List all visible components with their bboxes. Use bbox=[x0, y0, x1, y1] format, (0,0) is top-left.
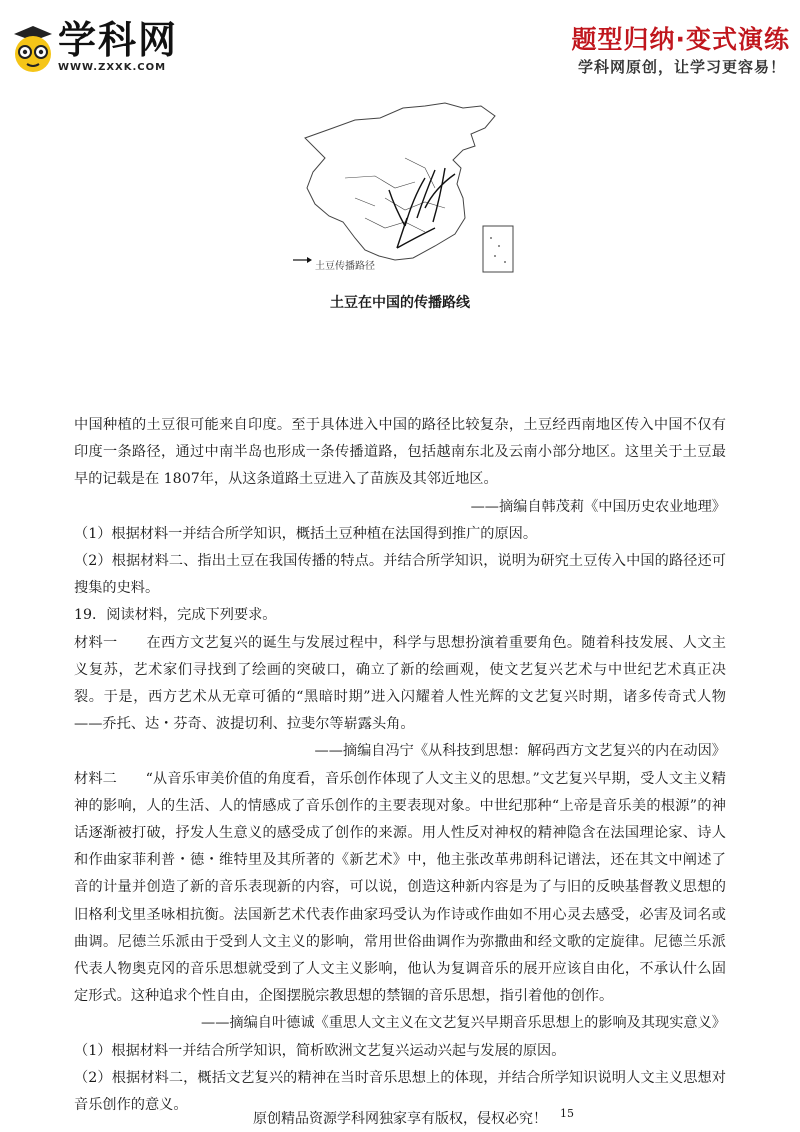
slogan-title: 题型归纳·变式演练 bbox=[571, 25, 790, 54]
question-heading: 19．阅读材料，完成下列要求。 bbox=[74, 607, 277, 624]
document-body bbox=[74, 412, 726, 1119]
slogan-subtitle: 学科网原创，让学习更容易！ bbox=[577, 58, 786, 76]
logo-url: WWW.ZXXK.COM bbox=[58, 62, 167, 73]
source-citation: ——摘编自叶德诚《重思人文主义在文艺复兴早期音乐思想上的影响及其现实意义》 bbox=[201, 1015, 726, 1032]
china-map-figure bbox=[285, 98, 520, 280]
question-item: （1）根据材料一并结合所学知识，概括土豆种植在法国得到推广的原因。 bbox=[74, 525, 538, 542]
material-paragraph: 材料一 在西方文艺复兴的诞生与发展过程中，科学与思想扮演着重要角色。随着科技发展、人文主义复苏，艺术家们寻找到了绘画的突破口，确立了新的绘画观，使文艺复兴艺术与中世纪艺术真正决裂。于是，西方艺术从无章可循的“黑暗时期”进入闪耀着人性光辉的文艺复兴时期，诸多传奇式人物——乔托、达・芬奇、波提切利、拉斐尔等崭露头角。 bbox=[74, 634, 726, 733]
question-item: （1）根据材料一并结合所学知识，简析欧洲文艺复兴运动兴起与发展的原因。 bbox=[74, 1042, 566, 1059]
map-legend: 土豆传播路径 bbox=[315, 261, 375, 272]
page-number: 15 bbox=[560, 1107, 574, 1120]
material-paragraph: 材料二 “从音乐审美价值的角度看，音乐创作体现了人文主义的思想。”文艺复兴早期，受人文主义精神的影响，人的生活、人的情感成了音乐创作的主要表现对象。中世纪那种“上帝是音乐美的根源”的神话逐渐被打破，抒发人生意义的感受成了创作的来源。用人性反对神权的精神隐含在法国理论家、诗人和作曲家菲利普・德・维特里及其所著的《新艺术》中，他主张改革弗朗科记谱法，还在其文中阐述了音的计量并创造了新的音乐表现新的内容，可以说，创造这种新内容是为了与旧的反映基督教义思想的旧格利戈里圣咏相抗衡。法国新艺术代表作曲家玛受认为作诗或作曲如不用心灵去感受，必害及词名或曲调。尼德兰乐派由于受到人文主义的影响，常用世俗曲调作为弥撒曲和经文歌的定旋律。尼德兰乐派代表人物奥克冈的音乐思想就受到了人文主义影响，他认为复调音乐的展开应该自由化，不承认什么固定形式。这种追求个性自由，企图摆脱宗教思想的禁锢的音乐思想，指引着他的创作。 bbox=[74, 770, 726, 1005]
footer-copyright: 原创精品资源学科网独家享有版权，侵权必究！ bbox=[253, 1111, 547, 1127]
source-citation: ——摘编自冯宁《从科技到思想：解码西方文艺复兴的内在动因》 bbox=[314, 743, 726, 760]
question-item: （2）根据材料二，概括文艺复兴的精神在当时音乐思想上的体现，并结合所学知识说明人文主义思想对音乐创作的意义。 bbox=[74, 1069, 726, 1114]
source-citation: ——摘编自韩茂莉《中国历史农业地理》 bbox=[470, 498, 726, 515]
map-caption: 土豆在中国的传播路线 bbox=[330, 295, 470, 311]
china-outline bbox=[305, 103, 495, 260]
question-item: （2）根据材料二、指出土豆在我国传播的特点。并结合所学知识，说明为研究土豆传入中国的路径还可搜集的史料。 bbox=[74, 553, 726, 597]
paragraph: 中国种植的土豆很可能来自印度。至于具体进入中国的路径比较复杂，土豆经西南地区传入中国不仅有印度一条路径，通过中南半岛也形成一条传播道路，包括越南东北及云南小部分地区。这里关于土豆最早的记载是在 1807年，从这条道路土豆进入了苗族及其邻近地区。 bbox=[74, 417, 726, 488]
logo-text: 学科网 bbox=[58, 18, 179, 62]
transmission-arrows bbox=[389, 168, 455, 248]
logo-mascot-icon bbox=[10, 24, 56, 74]
